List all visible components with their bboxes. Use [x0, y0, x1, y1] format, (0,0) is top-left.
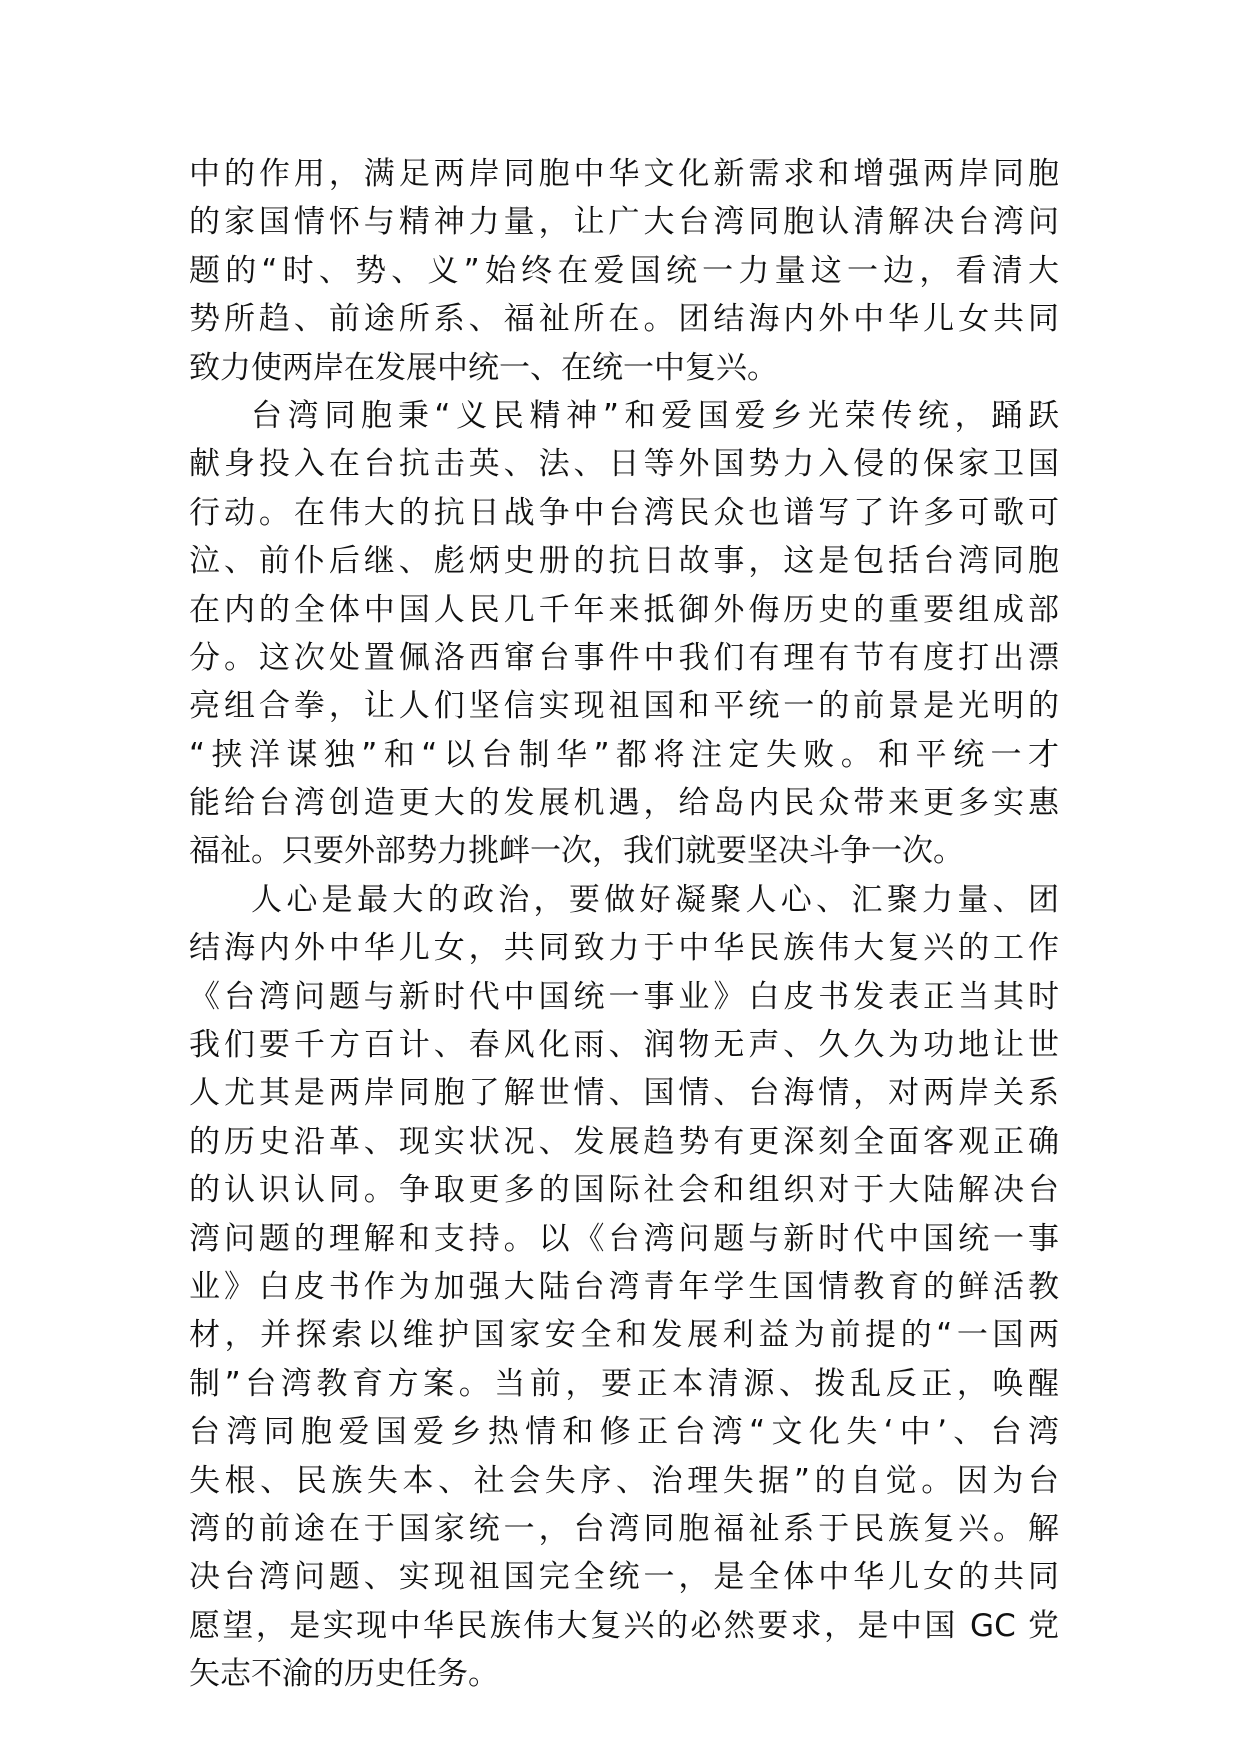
text-line: 的认识认同。争取更多的国际社会和组织对于大陆解决台 [189, 1172, 1059, 1209]
text-line: 分。这次处置佩洛西窜台事件中我们有理有节有度打出漂 [189, 639, 1059, 676]
document-body [189, 150, 1059, 1699]
text-line: 制”台湾教育方案。当前，要正本清源、拨乱反正，唤醒 [189, 1365, 1059, 1402]
text-line: “挟洋谋独”和“以台制华”都将注定失败。和平统一才 [189, 736, 1059, 773]
text-line: 湾问题的理解和支持。以《台湾问题与新时代中国统一事 [189, 1220, 1059, 1257]
text-line: 《台湾问题与新时代中国统一事业》白皮书发表正当其时 [189, 978, 1059, 1015]
text-line: 献身投入在台抗击英、法、日等外国势力入侵的保家卫国 [189, 446, 1059, 483]
text-line: 的历史沿革、现实状况、发展趋势有更深刻全面客观正确 [189, 1123, 1059, 1160]
text-line: 人心是最大的政治，要做好凝聚人心、汇聚力量、团 [251, 881, 1059, 918]
text-line: 能给台湾创造更大的发展机遇，给岛内民众带来更多实惠 [189, 785, 1059, 822]
text-line: 愿望，是实现中华民族伟大复兴的必然要求，是中国 GC 党 [189, 1607, 1059, 1644]
paragraph-p2 [189, 392, 1059, 876]
text-line: 结海内外中华儿女，共同致力于中华民族伟大复兴的工作 [189, 930, 1059, 967]
text-line: 人尤其是两岸同胞了解世情、国情、台海情，对两岸关系 [189, 1075, 1059, 1112]
paragraph-p1 [189, 150, 1059, 392]
text-line: 势所趋、前途所系、福祉所在。团结海内外中华儿女共同 [189, 301, 1059, 338]
text-line: 湾的前途在于国家统一，台湾同胞福祉系于民族复兴。解 [189, 1510, 1059, 1547]
text-line: 决台湾问题、实现祖国完全统一，是全体中华儿女的共同 [189, 1559, 1059, 1596]
text-line: 材，并探索以维护国家安全和发展利益为前提的“一国两 [189, 1317, 1059, 1354]
text-line: 台湾同胞秉“义民精神”和爱国爱乡光荣传统，踊跃 [251, 397, 1059, 434]
text-line: 致力使两岸在发展中统一、在统一中复兴。 [189, 349, 778, 386]
text-line: 矢志不渝的历史任务。 [189, 1656, 499, 1693]
text-line: 我们要千方百计、春风化雨、润物无声、久久为功地让世 [189, 1027, 1059, 1064]
text-line: 福祉。只要外部势力挑衅一次，我们就要坚决斗争一次。 [189, 833, 964, 870]
text-line: 的家国情怀与精神力量，让广大台湾同胞认清解决台湾问 [189, 204, 1059, 241]
text-line: 题的“时、势、义”始终在爱国统一力量这一边，看清大 [189, 252, 1059, 289]
text-line: 泣、前仆后继、彪炳史册的抗日故事，这是包括台湾同胞 [189, 543, 1059, 580]
text-line: 行动。在伟大的抗日战争中台湾民众也谱写了许多可歌可 [189, 494, 1059, 531]
text-line: 台湾同胞爱国爱乡热情和修正台湾“文化失‘中’、台湾 [189, 1414, 1059, 1451]
text-line: 失根、民族失本、社会失序、治理失据”的自觉。因为台 [189, 1462, 1059, 1499]
text-line: 亮组合拳，让人们坚信实现祖国和平统一的前景是光明的 [189, 688, 1059, 725]
text-line: 中的作用，满足两岸同胞中华文化新需求和增强两岸同胞 [189, 156, 1059, 192]
paragraph-p3 [189, 876, 1059, 1699]
text-line: 在内的全体中国人民几千年来抵御外侮历史的重要组成部 [189, 591, 1059, 628]
text-line: 业》白皮书作为加强大陆台湾青年学生国情教育的鲜活教 [189, 1268, 1059, 1305]
